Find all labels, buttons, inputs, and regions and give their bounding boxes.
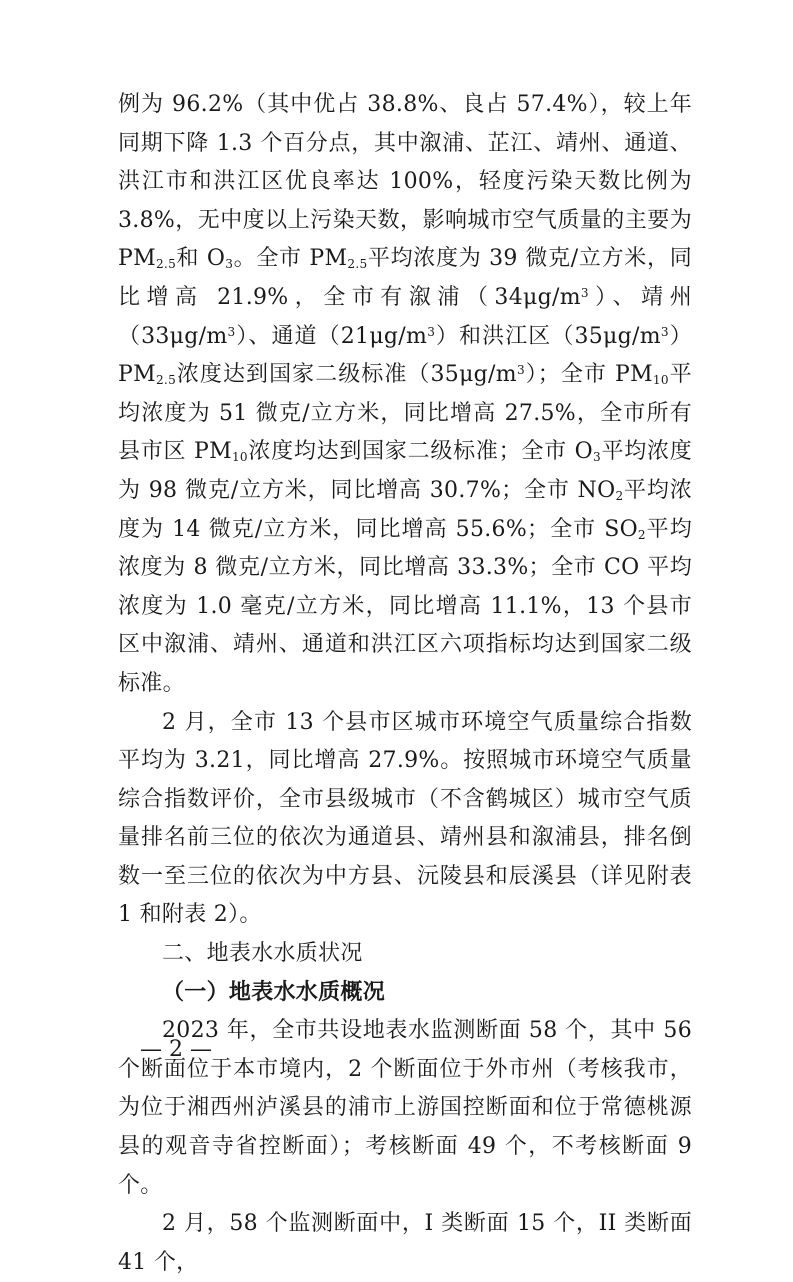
subscript: 3 — [225, 257, 234, 272]
text-run: 浓度均达到国家二级标准；全市 O — [247, 439, 593, 465]
text-run: ）；全市 PM — [524, 362, 653, 388]
subscript: 10 — [231, 450, 248, 465]
paragraph-section-classes: 2 月，58 个监测断面中，I 类断面 15 个，II 类断面 41 个， — [118, 1211, 692, 1275]
subsection-heading: （一）地表水水质概况 — [162, 979, 386, 1005]
superscript: 3 — [516, 362, 525, 377]
subscript: 3 — [593, 450, 601, 465]
text-run: 。全市 PM — [233, 246, 348, 272]
text-run: 平均浓度为 51 微克/立方米，同比增高 27.5%，全市所有县市区 PM — [118, 362, 692, 465]
superscript: 3 — [660, 324, 669, 339]
text-run: 平均浓度为 8 微克/立方米，同比增高 33.3%；全市 CO 平均浓度为 1.0 毫克/立方米，同比增高 11.1%，13 个县市区中溆浦、靖州、通道和洪江区六项指标均达到国家二级标准。 — [118, 516, 692, 696]
text-run: 浓度达到国家二级标准（35μg/m — [176, 362, 517, 388]
text-run: 平均浓度为 14 微克/立方米，同比增高 55.6%；全市 SO — [118, 477, 692, 542]
text-run: ）、通道（21μg/m — [235, 323, 428, 349]
page-number: — 2 — — [140, 1037, 212, 1062]
text-run: 和 O — [176, 246, 226, 272]
text-run: ）PM — [118, 323, 693, 388]
subscript: 2.5 — [155, 373, 177, 388]
superscript: 3 — [580, 285, 589, 300]
text-run: ）、靖州（33μg/m — [118, 284, 692, 349]
body-text — [118, 86, 692, 1282]
paragraph-monitoring-sections: 2023 年，全市共设地表水监测断面 58 个，其中 56 个断面位于本市境内，2 个断面位于外市州（考核我市，为位于湘西州泸溪县的浦市上游国控断面和位于常德桃源县的观音寺省控断面）；考核断面 49 个，不考核断面 9 个。 — [118, 1018, 692, 1198]
text-run: 平均浓度为 98 微克/立方米，同比增高 30.7%；全市 NO — [118, 439, 693, 503]
subscript: 2.5 — [155, 257, 177, 272]
subscript: 10 — [652, 373, 669, 388]
subscript: 2.5 — [347, 257, 368, 272]
superscript: 3 — [227, 324, 236, 339]
section-heading: 二、地表水水质状况 — [162, 941, 363, 967]
text-run: ）和洪江区（35μg/m — [435, 323, 661, 349]
subscript: 2 — [615, 488, 624, 503]
superscript: 3 — [427, 324, 436, 339]
text-run: 平均浓度为 39 微克/立方米，同比增高 21.9%，全市有溆浦（34μg/m — [118, 246, 693, 310]
paragraph-composite-index: 2 月，全市 13 个县市区城市环境空气质量综合指数平均为 3.21，同比增高 27.9%。按照城市环境空气质量综合指数评价，全市县级城市（不含鹤城区）城市空气质量排名前三位的依次为通道县、靖州县和溆浦县，排名倒数一至三位的依次为中方县、沅陵县和辰溪县（详见附表 1 和附表 2）。 — [118, 709, 692, 928]
text-run: 例为 96.2%（其中优占 38.8%、良占 57.4%），较上年同期下降 1.3 个百分点，其中溆浦、芷江、靖州、通道、洪江市和洪江区优良率达 100%，轻度污染天数比例为 3.8%，无中度以上污染天数，影响城市空气质量的主要为 PM — [118, 92, 692, 272]
paragraph-air-quality — [118, 86, 692, 704]
subscript: 2 — [637, 527, 646, 542]
